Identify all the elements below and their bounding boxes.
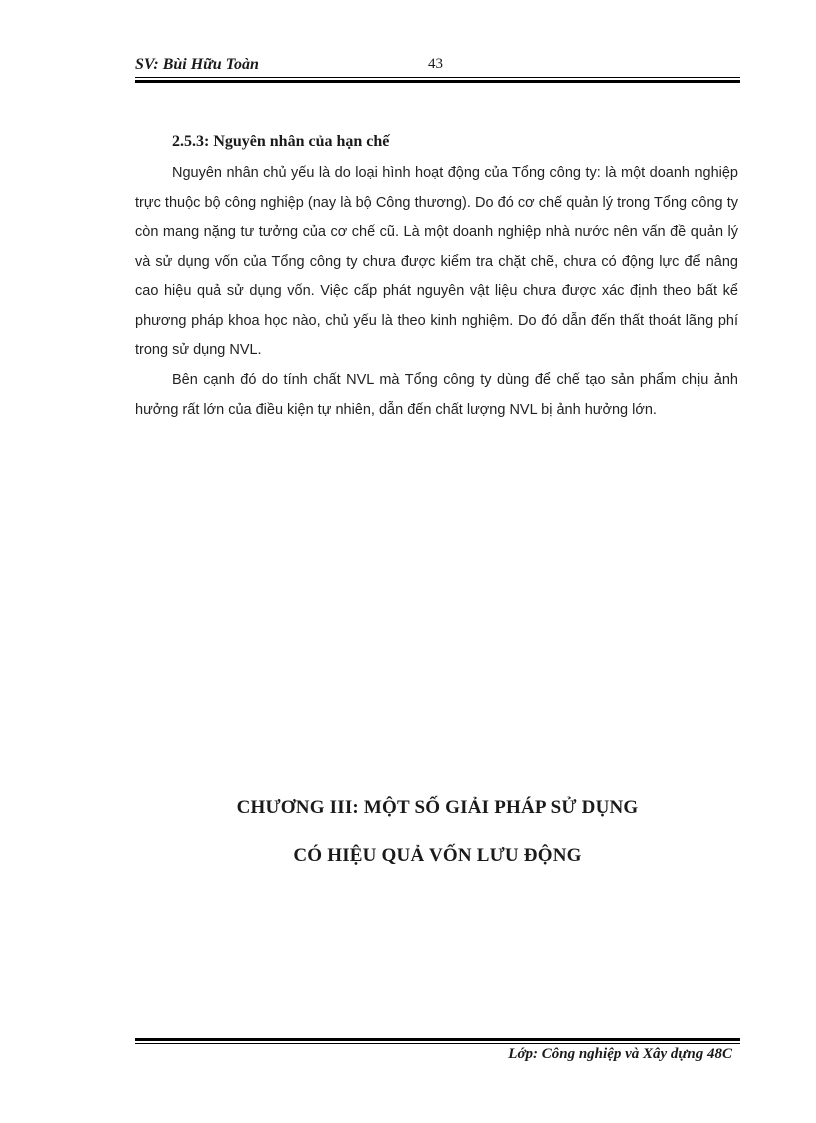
- footer-rule-thin: [135, 1043, 740, 1044]
- paragraph-text: Nguyên nhân chủ yếu là do loại hình hoạt động của Tổng công ty: là một doanh nghiệp trực thuộc bộ công nghiệp (nay là bộ Công thương). Do đó cơ chế quản lý trong Tổng công ty còn mang nặng tư tưởng của cơ chế cũ. Là một doanh nghiệp nhà nước nên vấn đề quản lý và sử dụng vốn của Tổng công ty chưa được kiểm tra chặt chẽ, chưa có động lực để nâng cao hiệu quả sử dụng vốn. Việc cấp phát nguyên vật liệu chưa được xác định theo bất kể phương pháp khoa học nào, chủ yếu là theo kinh nghiệm. Do đó dẫn đến thất thoát lãng phí trong sử dụng NVL.: [135, 165, 738, 358]
- section-title: 2.5.3: Nguyên nhân của hạn chế: [172, 133, 390, 150]
- paragraph-text: Bên cạnh đó do tính chất NVL mà Tổng công ty dùng để chế tạo sản phẩm chịu ảnh hưởng rất lớn của điều kiện tự nhiên, dẫn đến chất lượng NVL bị ảnh hưởng lớn.: [135, 372, 738, 418]
- footer-class-label: Lớp: Công nghiệp và Xây dựng 48C: [508, 1046, 732, 1062]
- chapter-title-line-1: CHƯƠNG III: MỘT SỐ GIẢI PHÁP SỬ DỤNG: [236, 797, 639, 818]
- header-author: SV: Bùi Hữu Toàn: [135, 56, 259, 73]
- chapter-title-line-2: CÓ HIỆU QUẢ VỐN LƯU ĐỘNG: [293, 845, 582, 866]
- footer-rule-thick: [135, 1038, 740, 1041]
- paragraph-1: [135, 159, 738, 366]
- header-rule-thick: [135, 80, 740, 83]
- page-number: 43: [428, 56, 443, 72]
- header-rule-thin: [135, 77, 740, 78]
- paragraph-2: [135, 366, 738, 425]
